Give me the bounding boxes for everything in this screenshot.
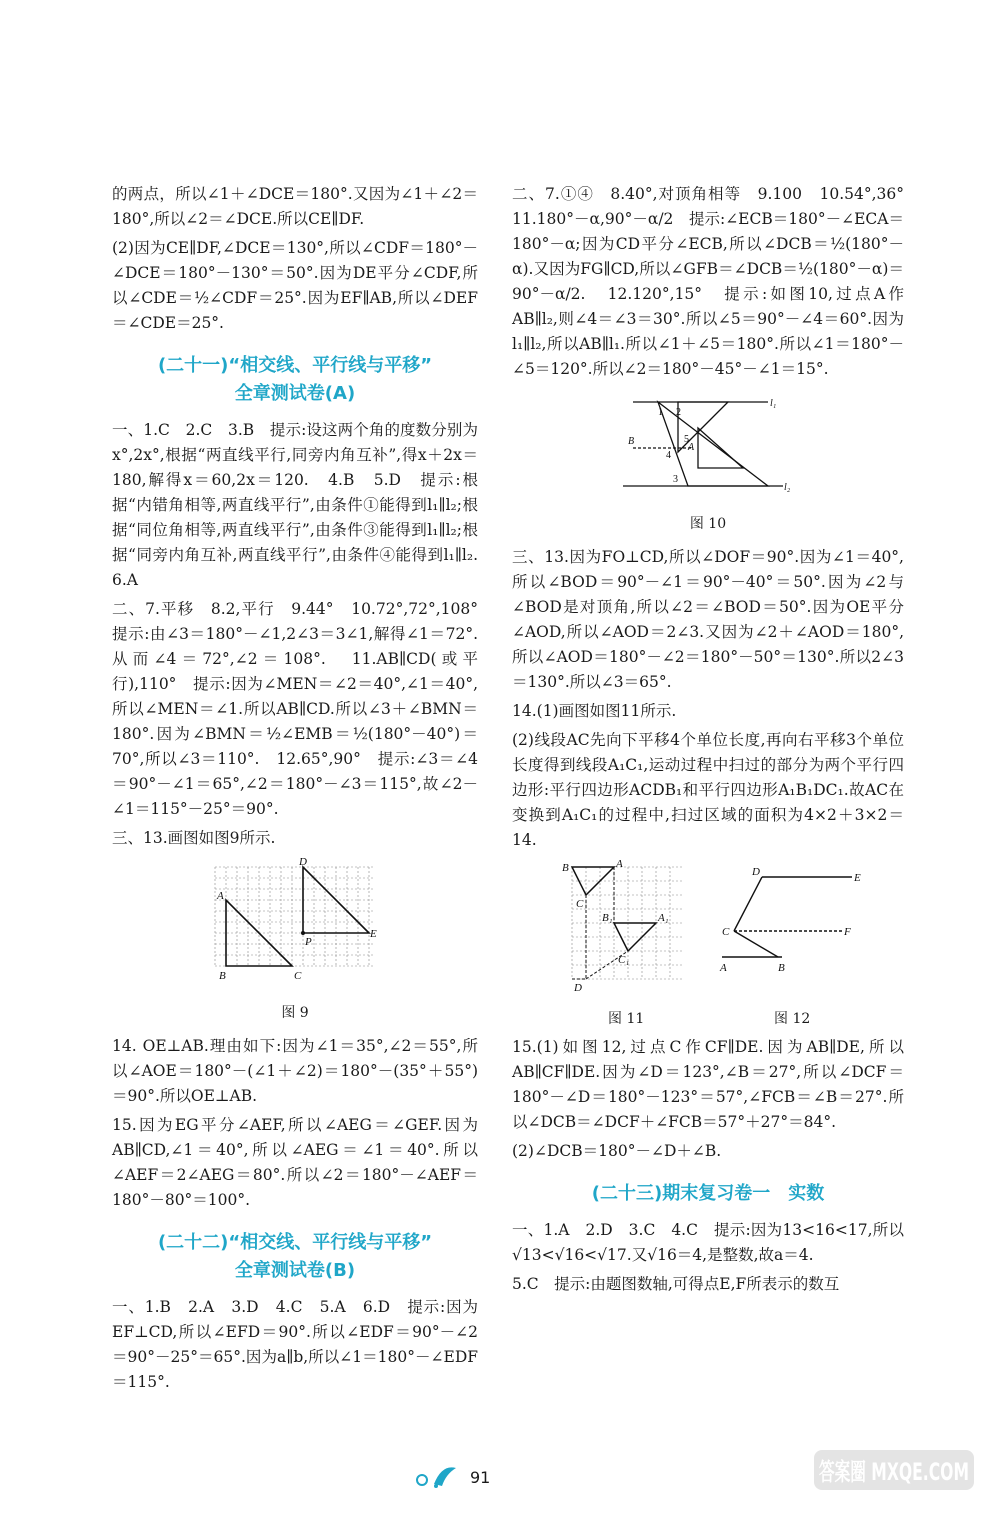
left-paragraph-4: 二、7.平移 8.2,平行 9.44° 10.72°,72°,108° 提示:由∠3＝180°－∠1,2∠3＝3∠1,解得∠1＝72°.从而∠4＝72°,∠2＝108°. 11.AB∥CD(或平行),110° 提示:因为∠MEN＝∠2＝40°,∠1＝40°,所以∠MEN＝∠1.所以AB∥CD.所以∠3＋∠BMN＝180°.因为∠BMN＝½∠EMB＝½(180°－40°)＝70°,所以∠3＝110°. 12.65°,90° 提示:∠3＝∠4＝90°－∠1＝65°,∠2＝180°－∠3＝115°,故∠2－∠1＝115°－25°＝90°. (112, 600, 494, 818)
svg-text:l₁: l₁ (770, 398, 777, 409)
left-paragraph-7: 15.因为EG平分∠AEF,所以∠AEG＝∠GEF.因为AB∥CD,∠1＝40°,所以∠AEG＝∠1＝40°.所以∠AEF＝2∠AEG＝80°.所以∠2＝180°－∠AEF＝180°－80°＝100°. (112, 1116, 478, 1209)
svg-text:5: 5 (684, 434, 689, 445)
watermark-logo-icon (812, 1448, 982, 1510)
left-paragraph-5: 三、13.画图如图9所示. (112, 829, 276, 847)
svg-text:P: P (305, 936, 312, 948)
svg-text:C₁: C₁ (618, 954, 630, 966)
svg-text:A₁: A₁ (658, 912, 669, 924)
figure-12-caption: 图 12 (774, 1011, 811, 1027)
right-paragraph-6: (2)∠DCB＝180°－∠D＋∠B. (512, 1142, 722, 1160)
right-paragraph-4: (2)线段AC先向下平移4个单位长度,再向右平移3个单位长度得到线段A₁C₁,运动过程中扫过的部分为两个平行四边形:平行四边形ACDB₁和平行四边形A₁B₁DC₁.故AC在变换到A₁C₁的过程中,扫过区域的面积为4×2＋3×2＝14. (512, 731, 904, 849)
left-paragraph-8: 一、1.B 2.A 3.D 4.C 5.A 6.D 提示:因为EF⊥CD,所以∠EFD＝90°.所以∠EDF＝90°－∠2＝90°－25°＝65°.因为a∥b,所以∠1＝180°－∠EDF＝115°. (112, 1298, 478, 1391)
svg-text:B₁: B₁ (602, 912, 613, 924)
section-heading-21-line1: (二十一)“相交线、平行线与平移” (157, 355, 433, 376)
right-paragraph-1: 二、7.①④ 8.40°,对顶角相等 9.100 10.54°,36° 11.180°－α,90°－α/2 提示:∠ECB＝180°－∠ECA＝180°－α;因为CD平分∠ECB,所以∠DCB＝½(180°－α).又因为FG∥CD,所以∠GFB＝∠DCB＝½(180°－α)＝90°－α/2. 12.120°,15° 提示:如图10,过点A作AB∥l₂,则∠4＝∠3＝30°.所以∠5＝90°－∠4＝60°.因为l₁∥l₂,所以AB∥l₁.所以∠1＋∠5＝180°.所以∠1＝180°－∠5＝120°.所以∠2＝180°－45°－∠1＝15°. (512, 185, 920, 378)
figure-10 (512, 388, 904, 506)
section-heading-22-line1: (二十二)“相交线、平行线与平移” (157, 1232, 433, 1253)
svg-text:D: D (299, 857, 307, 868)
figure-9 (112, 857, 478, 995)
svg-text:B: B (219, 970, 226, 982)
right-paragraph-7: 一、1.A 2.D 3.C 4.C 提示:因为13<16<17,所以√13<√16<√17.又√16＝4,是整数,故a＝4. (512, 1221, 904, 1264)
figure-9-caption: 图 9 (281, 1005, 309, 1021)
svg-text:B: B (628, 436, 635, 447)
left-column (112, 182, 494, 1399)
figures-11-12 (512, 859, 904, 1029)
svg-text:l₂: l₂ (784, 482, 791, 493)
svg-text:E: E (854, 872, 861, 884)
svg-text:1: 1 (658, 407, 663, 418)
left-paragraph-2: (2)因为CE∥DF,∠DCE＝130°,所以∠CDF＝180°－∠DCE＝180°－130°＝50°.因为DE平分∠CDF,所以∠CDE＝½∠CDF＝25°.因为EF∥AB,所以∠DEF＝∠CDE＝25°. (112, 239, 478, 332)
right-column (512, 182, 920, 1301)
figure-9-grid (210, 857, 380, 987)
svg-text:D: D (752, 866, 760, 878)
svg-text:A: A (720, 962, 727, 974)
svg-text:B: B (778, 962, 785, 974)
page-number: 91 (470, 1468, 491, 1487)
section-heading-21 (112, 352, 478, 408)
svg-text:A: A (616, 859, 623, 870)
page-decoration-icon (412, 1462, 462, 1490)
right-paragraph-3: 14.(1)画图如图11所示. (512, 702, 677, 720)
section-heading-22 (112, 1229, 478, 1285)
svg-text:3: 3 (673, 474, 678, 485)
left-paragraph-1: 的两点，所以∠1＋∠DCE＝180°.又因为∠1＋∠2＝180°,所以∠2＝∠DCE.所以CE∥DF. (112, 185, 478, 228)
svg-text:C: C (722, 926, 730, 938)
right-paragraph-8: 5.C 提示:由题图数轴,可得点E,F所表示的数互 (512, 1275, 840, 1293)
watermark (812, 1448, 982, 1514)
svg-text:C: C (576, 898, 584, 910)
figure-10-caption: 图 10 (689, 516, 727, 532)
watermark-text: 答案圈 MXQE.COM (819, 1458, 969, 1486)
svg-text:B: B (562, 862, 569, 874)
svg-text:E: E (370, 928, 377, 940)
svg-text:F: F (844, 926, 851, 938)
svg-text:A: A (688, 442, 695, 453)
svg-text:C: C (294, 970, 302, 982)
svg-text:2: 2 (676, 407, 681, 418)
svg-text:4: 4 (666, 450, 671, 461)
left-paragraph-6: 14. OE⊥AB.理由如下:因为∠1＝35°,∠2＝55°,所以∠AOE＝180°－(∠1＋∠2)＝180°－(35°＋55°)＝90°.所以OE⊥AB. (112, 1037, 478, 1105)
right-paragraph-5: 15.(1)如图12,过点C作CF∥DE.因为AB∥DE,所以AB∥CF∥DE.因为∠D＝123°,∠B＝27°,所以∠DCF＝180°－∠D＝180°－123°＝57°,∠FCB＝∠B＝27°.所以∠DCB＝∠DCF＋∠FCB＝57°＋27°＝84°. (512, 1038, 904, 1131)
figure-11-12-diagrams (512, 859, 892, 999)
svg-text:D: D (574, 982, 582, 994)
section-heading-22-line2: 全章测试卷(B) (234, 1260, 356, 1281)
right-paragraph-2: 三、13.因为FO⊥CD,所以∠DOF＝90°.因为∠1＝40°,所以∠BOD＝90°－∠1＝90°－40°＝50°.因为∠2与∠BOD是对顶角,所以∠2＝∠BOD＝50°.因为OE平分∠AOD,所以∠AOD＝2∠3.又因为∠2＋∠AOD＝180°,所以∠AOD＝180°－∠2＝180°－50°＝130°.所以2∠3＝130°.所以∠3＝65°. (512, 548, 904, 691)
figure-10-diagram (618, 388, 798, 498)
section-heading-23: (二十三)期末复习卷一 实数 (591, 1183, 825, 1204)
section-heading-21-line2: 全章测试卷(A) (234, 383, 356, 404)
left-paragraph-3: 一、1.C 2.C 3.B 提示:设这两个角的度数分别为x°,2x°,根据“两直线平行,同旁内角互补”,得x＋2x＝180,解得x＝60,2x＝120. 4.B 5.D 提示:根据“内错角相等,两直线平行”,由条件①能得到l₁∥l₂;根据“同位角相等,两直线平行”,由条件③能得到l₁∥l₂;根据“同旁内角互补,两直线平行”,由条件④能得到l₁∥l₂. 6.A (112, 421, 494, 589)
svg-text:A: A (217, 890, 224, 902)
figure-11-caption: 图 11 (608, 1011, 645, 1027)
